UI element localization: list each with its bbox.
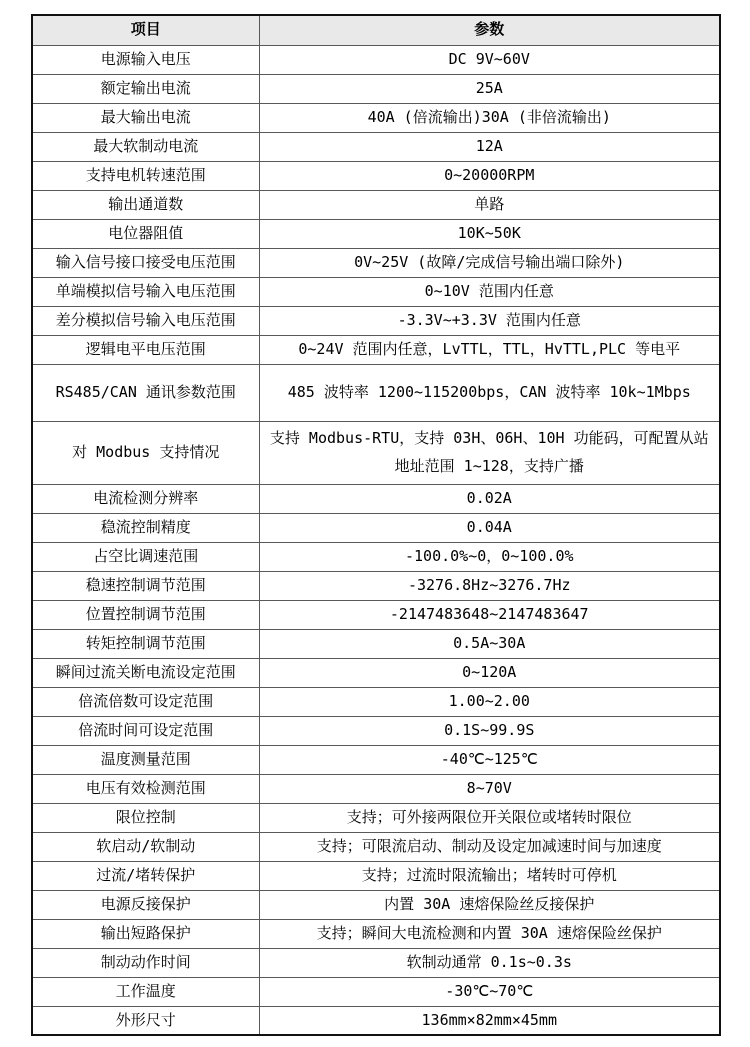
item-cell: 最大输出电流 [32, 103, 259, 132]
item-cell: 稳速控制调节范围 [32, 571, 259, 600]
table-row [32, 45, 720, 74]
param-cell: -40℃~125℃ [259, 745, 720, 774]
item-cell: 输出通道数 [32, 190, 259, 219]
item-cell: 支持电机转速范围 [32, 161, 259, 190]
item-cell: RS485/CAN 通讯参数范围 [32, 364, 259, 421]
param-cell: -100.0%~0，0~100.0% [259, 542, 720, 571]
item-cell: 工作温度 [32, 977, 259, 1006]
param-cell: 1.00~2.00 [259, 687, 720, 716]
param-cell: 12A [259, 132, 720, 161]
item-cell: 额定输出电流 [32, 74, 259, 103]
table-row [32, 364, 720, 421]
table-row [32, 919, 720, 948]
table-row [32, 513, 720, 542]
item-cell: 最大软制动电流 [32, 132, 259, 161]
table-row [32, 1006, 720, 1035]
item-cell: 逻辑电平电压范围 [32, 335, 259, 364]
item-cell: 过流/堵转保护 [32, 861, 259, 890]
param-cell: 0~120A [259, 658, 720, 687]
param-cell: 单路 [259, 190, 720, 219]
param-cell: 8~70V [259, 774, 720, 803]
header-row [32, 15, 720, 45]
item-cell: 电源输入电压 [32, 45, 259, 74]
param-cell: 136mm×82mm×45mm [259, 1006, 720, 1035]
param-cell: -2147483648~2147483647 [259, 600, 720, 629]
param-cell: 软制动通常 0.1s~0.3s [259, 948, 720, 977]
item-cell: 占空比调速范围 [32, 542, 259, 571]
table-row [32, 629, 720, 658]
item-cell: 单端模拟信号输入电压范围 [32, 277, 259, 306]
item-cell: 限位控制 [32, 803, 259, 832]
item-cell: 差分模拟信号输入电压范围 [32, 306, 259, 335]
header-param: 参数 [259, 15, 720, 45]
param-cell: 485 波特率 1200~115200bps，CAN 波特率 10k~1Mbps [259, 364, 720, 421]
item-cell: 输出短路保护 [32, 919, 259, 948]
param-cell: 支持；瞬间大电流检测和内置 30A 速熔保险丝保护 [259, 919, 720, 948]
item-cell: 倍流倍数可设定范围 [32, 687, 259, 716]
table-row [32, 861, 720, 890]
table-row [32, 658, 720, 687]
param-cell: 10K~50K [259, 219, 720, 248]
table-row [32, 132, 720, 161]
table-row [32, 277, 720, 306]
table-row [32, 774, 720, 803]
param-cell: 支持；过流时限流输出；堵转时可停机 [259, 861, 720, 890]
table-row [32, 832, 720, 861]
param-cell: DC 9V~60V [259, 45, 720, 74]
item-cell: 位置控制调节范围 [32, 600, 259, 629]
item-cell: 倍流时间可设定范围 [32, 716, 259, 745]
spec-table-header [32, 15, 720, 45]
table-row [32, 948, 720, 977]
item-cell: 输入信号接口接受电压范围 [32, 248, 259, 277]
item-cell: 瞬间过流关断电流设定范围 [32, 658, 259, 687]
table-row [32, 600, 720, 629]
param-cell: 0.04A [259, 513, 720, 542]
table-row [32, 103, 720, 132]
spec-table [31, 14, 721, 1036]
table-row [32, 335, 720, 364]
param-cell: 支持；可外接两限位开关限位或堵转时限位 [259, 803, 720, 832]
item-cell: 对 Modbus 支持情况 [32, 421, 259, 484]
table-row [32, 745, 720, 774]
table-row [32, 161, 720, 190]
param-cell: 支持 Modbus-RTU，支持 03H、06H、10H 功能码，可配置从站地址范围 1~128，支持广播 [259, 421, 720, 484]
table-row [32, 542, 720, 571]
param-cell: 内置 30A 速熔保险丝反接保护 [259, 890, 720, 919]
param-cell: 25A [259, 74, 720, 103]
item-cell: 电源反接保护 [32, 890, 259, 919]
param-cell: 0.5A~30A [259, 629, 720, 658]
item-cell: 软启动/软制动 [32, 832, 259, 861]
item-cell: 制动动作时间 [32, 948, 259, 977]
header-item: 项目 [32, 15, 259, 45]
table-row [32, 803, 720, 832]
param-cell: 0.1S~99.9S [259, 716, 720, 745]
item-cell: 电压有效检测范围 [32, 774, 259, 803]
table-row [32, 74, 720, 103]
param-cell: -30℃~70℃ [259, 977, 720, 1006]
table-row [32, 687, 720, 716]
item-cell: 转矩控制调节范围 [32, 629, 259, 658]
table-row [32, 190, 720, 219]
param-cell: 0V~25V (故障/完成信号输出端口除外) [259, 248, 720, 277]
param-cell: 0~24V 范围内任意，LvTTL，TTL，HvTTL,PLC 等电平 [259, 335, 720, 364]
table-row [32, 219, 720, 248]
param-cell: 支持；可限流启动、制动及设定加减速时间与加速度 [259, 832, 720, 861]
table-row [32, 248, 720, 277]
param-cell: -3.3V~+3.3V 范围内任意 [259, 306, 720, 335]
item-cell: 外形尺寸 [32, 1006, 259, 1035]
table-row [32, 484, 720, 513]
param-cell: 0.02A [259, 484, 720, 513]
table-row [32, 306, 720, 335]
param-cell: -3276.8Hz~3276.7Hz [259, 571, 720, 600]
param-cell: 0~10V 范围内任意 [259, 277, 720, 306]
item-cell: 电位器阻值 [32, 219, 259, 248]
table-row [32, 977, 720, 1006]
table-row [32, 421, 720, 484]
table-row [32, 716, 720, 745]
table-row [32, 890, 720, 919]
item-cell: 电流检测分辨率 [32, 484, 259, 513]
table-row [32, 571, 720, 600]
item-cell: 温度测量范围 [32, 745, 259, 774]
item-cell: 稳流控制精度 [32, 513, 259, 542]
param-cell: 40A (倍流输出)30A (非倍流输出) [259, 103, 720, 132]
spec-table-body [32, 45, 720, 1035]
param-cell: 0~20000RPM [259, 161, 720, 190]
spec-sheet [31, 14, 719, 1036]
